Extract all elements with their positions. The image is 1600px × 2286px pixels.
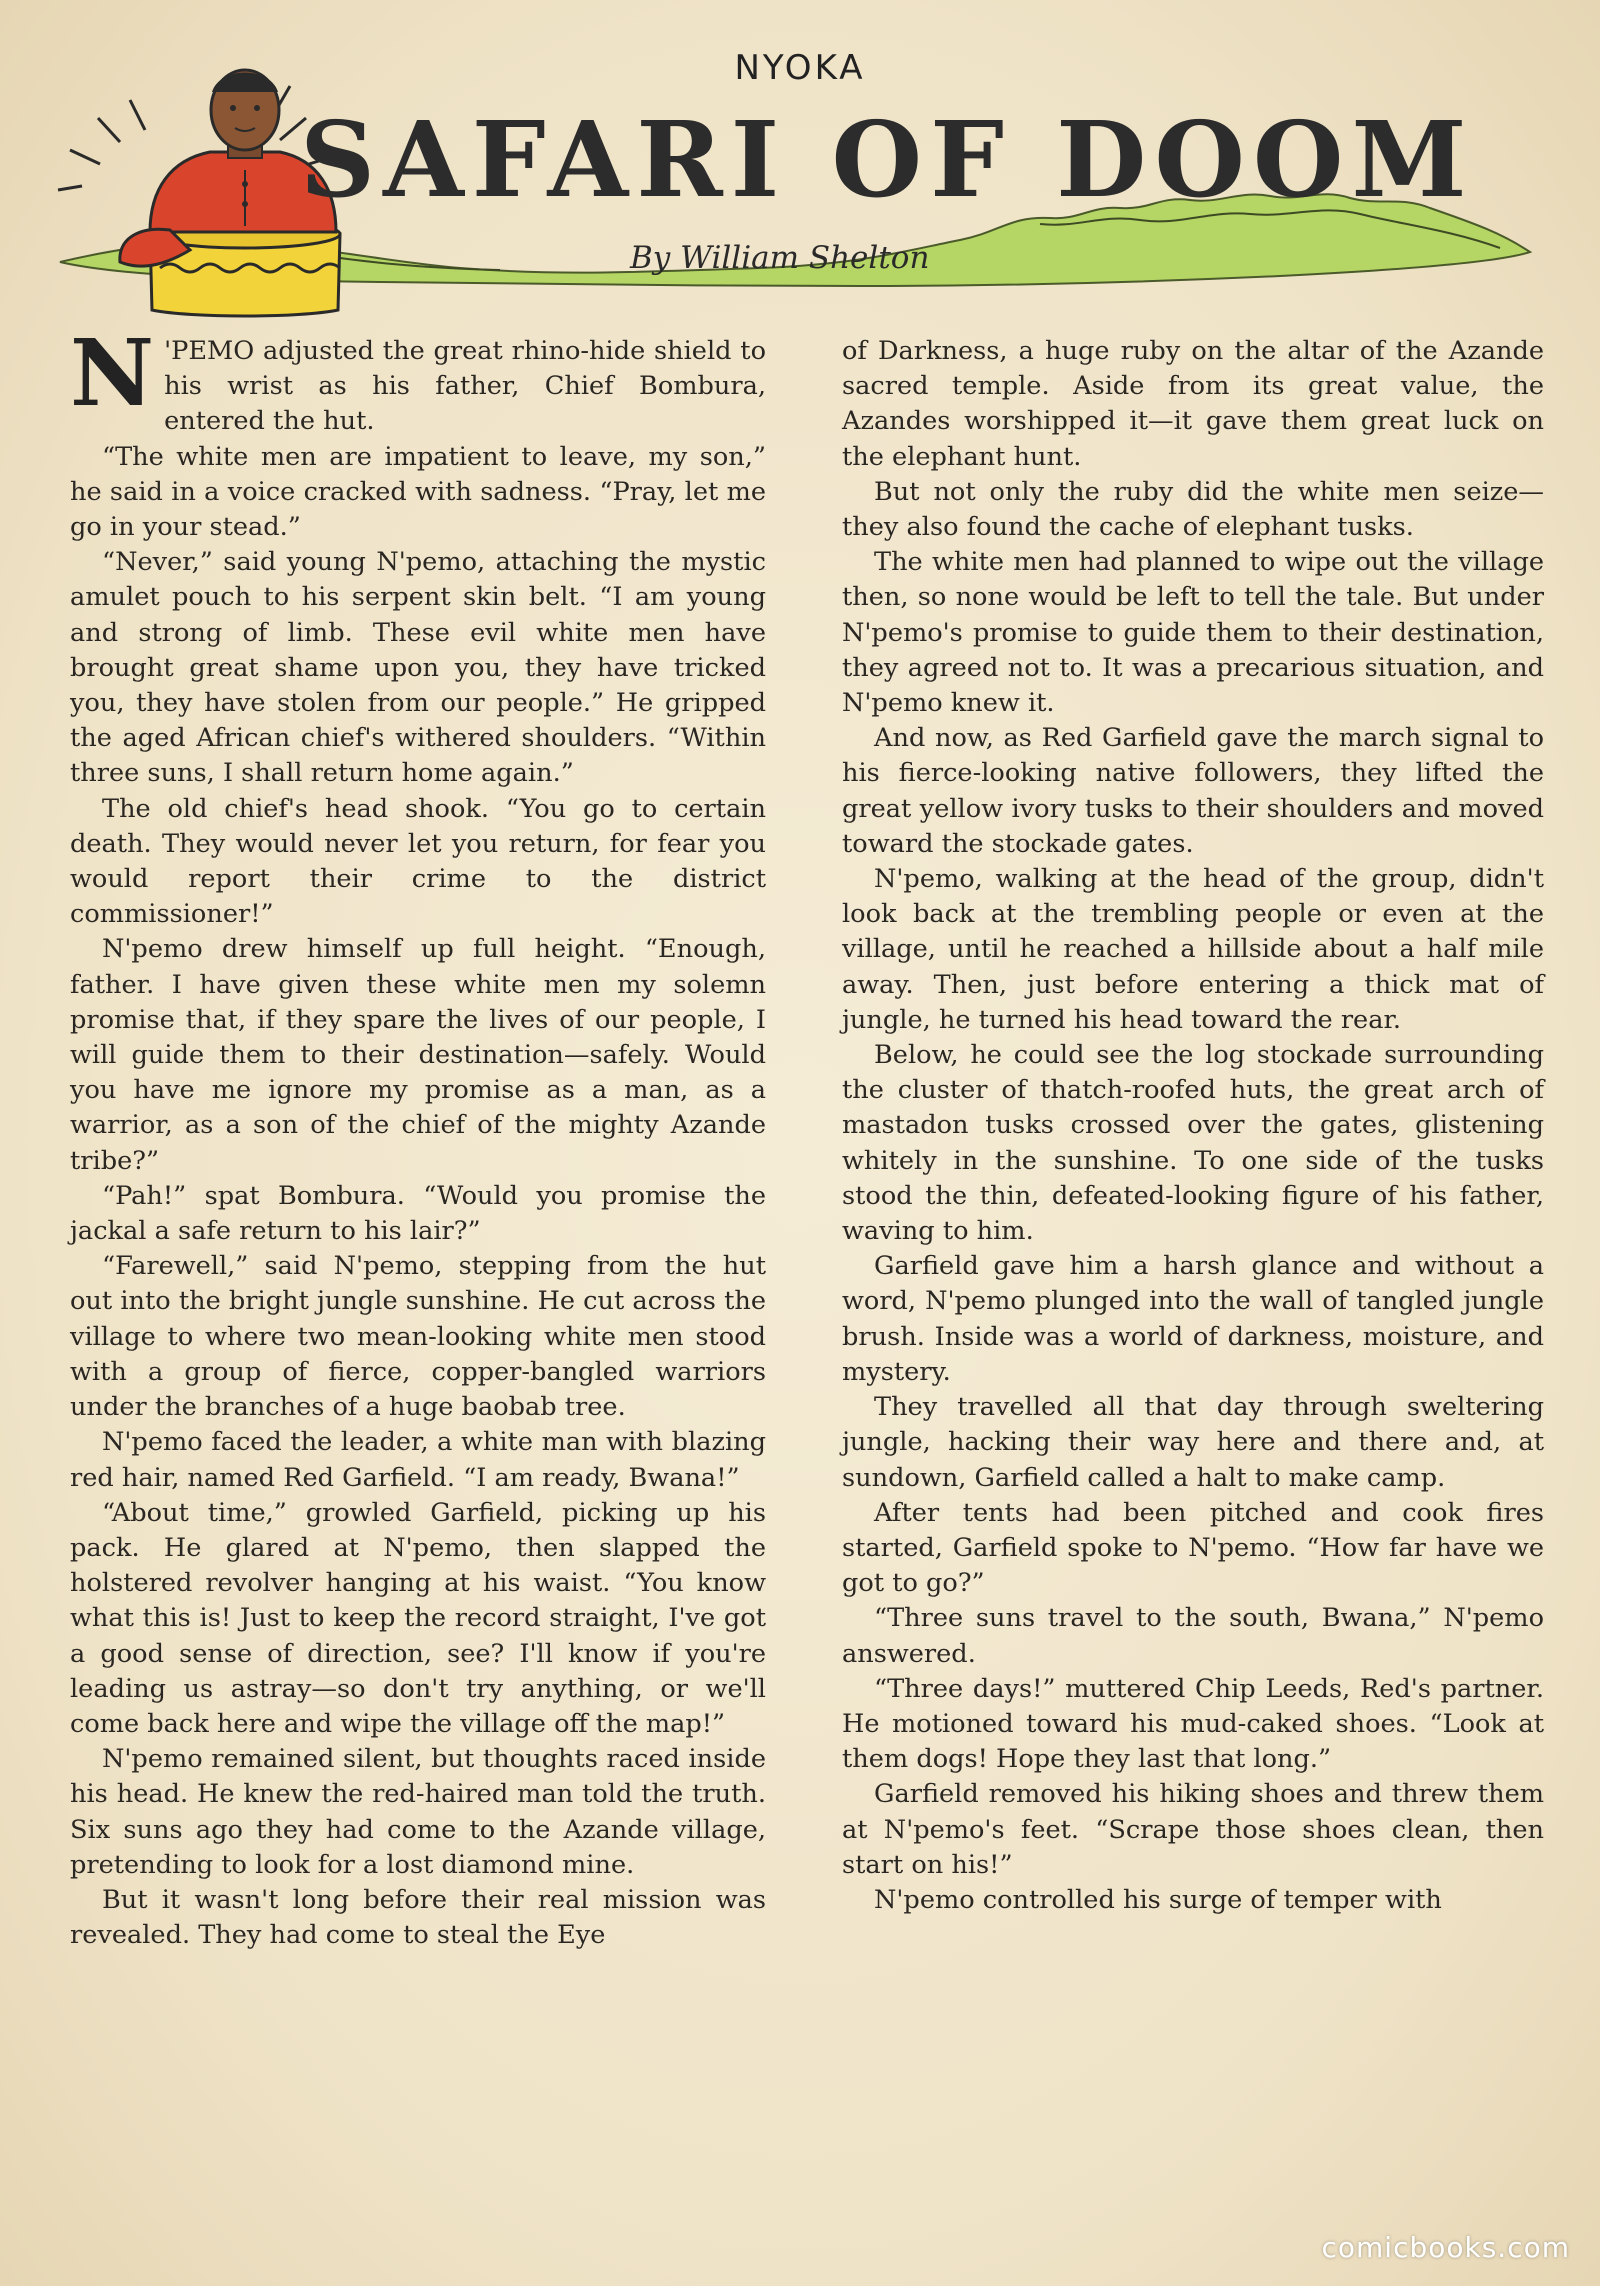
paragraph: N'pemo drew himself up full height. “Enough, father. I have given these white men my solemn promise that, if they spare the lives of our people, I will guide them to their destination—safely. Would you have me ignore my promise as a man, as a warrior, as a son of the chief of the mighty Azande tribe?” bbox=[70, 934, 766, 1176]
paragraph: Garfield gave him a harsh glance and without a word, N'pemo plunged into the wall of tangled jungle brush. Inside was a world of darkness, moisture, and mystery. bbox=[842, 1251, 1544, 1387]
paragraph: The old chief's head shook. “You go to certain death. They would never let you return, for fear you would report their crime to the district commissioner!” bbox=[70, 793, 766, 930]
paragraph: Below, he could see the log stockade surrounding the cluster of thatch-roofed huts, the great arch of mastadon tusks crossed over the gates, glistening whitely in the sunshine. To one side of the tusks stood the thin, defeated-looking figure of his father, waving to him. bbox=[842, 1040, 1544, 1247]
paragraph: N 'PEMO adjusted the great rhino-hide shield to his wrist as his father, Chief Bombura, entered the hut. bbox=[70, 319, 766, 437]
paragraph: “Never,” said young N'pemo, attaching the mystic amulet pouch to his serpent skin belt. “I am young and strong of limb. These evil white men have brought great shame upon you, they have tricked you, they have stolen from our people.” He gripped the aged African chief's withered shoulders. “Within three suns, I shall return home again.” bbox=[70, 547, 766, 789]
drum-icon bbox=[150, 220, 340, 316]
drop-cap: N bbox=[70, 319, 155, 427]
paragraph: After tents had been pitched and cook fires started, Garfield spoke to N'pemo. “How far have we got to go?” bbox=[842, 1497, 1544, 1599]
series-title: NYOKA bbox=[734, 48, 866, 88]
paragraph: “Farewell,” said N'pemo, stepping from the hut out into the bright jungle sunshine. He cut across the village to where two mean-looking white men stood with a group of fierce, copper-bangled warriors under the branches of a huge baobab tree. bbox=[70, 1251, 766, 1423]
site-watermark: comicbooks.com bbox=[1321, 2231, 1570, 2264]
paragraph: “The white men are impatient to leave, my son,” he said in a voice cracked with sadness. “Pray, let me go in your stead.” bbox=[70, 441, 766, 543]
paragraph: But not only the ruby did the white men seize—they also found the cache of elephant tusks. bbox=[842, 476, 1544, 543]
right-column bbox=[842, 334, 1544, 1918]
left-column bbox=[70, 319, 766, 1953]
paragraph: N'pemo faced the leader, a white man with blazing red hair, named Red Garfield. “I am ready, Bwana!” bbox=[70, 1427, 766, 1493]
paragraph: “Pah!” spat Bombura. “Would you promise the jackal a safe return to his lair?” bbox=[70, 1180, 766, 1247]
paragraph: “About time,” growled Garfield, picking up his pack. He glared at N'pemo, then slapped the holstered revolver hanging at his waist. “You know what this is! Just to keep the record straight, I've got a good sense of direction, see? I'll know if you're leading us astray—so don't try anything, or we'll come back here and wipe the village off the map!” bbox=[70, 1497, 766, 1739]
paragraph: N'pemo, walking at the head of the group, didn't look back at the trembling people or even at the village, until he reached a hillside about a half mile away. Then, just before entering a thick mat of jungle, he turned his head toward the rear. bbox=[842, 864, 1544, 1035]
paragraph: “Three days!” muttered Chip Leeds, Red's partner. He motioned toward his mud-caked shoes. “Look at them dogs! Hope they last that long.” bbox=[842, 1673, 1544, 1775]
story-title: SAFARI OF DOOM bbox=[300, 98, 1475, 221]
paragraph: N'pemo remained silent, but thoughts raced inside his head. He knew the red-haired man told the truth. Six suns ago they had come to the Azande village, pretending to look for a lost diamond mine. bbox=[70, 1744, 766, 1880]
paragraph: of Darkness, a huge ruby on the altar of the Azande sacred temple. Aside from its great value, the Azandes worshipped it—it gave them great luck on the elephant hunt. bbox=[842, 336, 1544, 472]
byline: By William Shelton bbox=[630, 240, 930, 276]
paragraph: N'pemo controlled his surge of temper with bbox=[874, 1884, 1442, 1915]
article-header bbox=[0, 0, 1600, 320]
paragraph: And now, as Red Garfield gave the march signal to his fierce-looking native followers, they lifted the great yellow ivory tusks to their shoulders and moved toward the stockade gates. bbox=[842, 723, 1544, 859]
paragraph: They travelled all that day through sweltering jungle, hacking their way here and there and, at sundown, Garfield called a halt to make camp. bbox=[842, 1392, 1544, 1493]
article-body bbox=[70, 319, 1548, 2154]
paragraph: “Three suns travel to the south, Bwana,” N'pemo answered. bbox=[842, 1603, 1544, 1669]
paragraph: The white men had planned to wipe out the village then, so none would be left to tell the tale. But under N'pemo's promise to guide them to their destination, they agreed not to. It was a precarious situation, and N'pemo knew it. bbox=[842, 547, 1544, 719]
paragraph: Garfield removed his hiking shoes and threw them at N'pemo's feet. “Scrape those shoes clean, then start on his!” bbox=[842, 1779, 1544, 1880]
paragraph: But it wasn't long before their real mission was revealed. They had come to steal the Eye bbox=[70, 1884, 766, 1951]
